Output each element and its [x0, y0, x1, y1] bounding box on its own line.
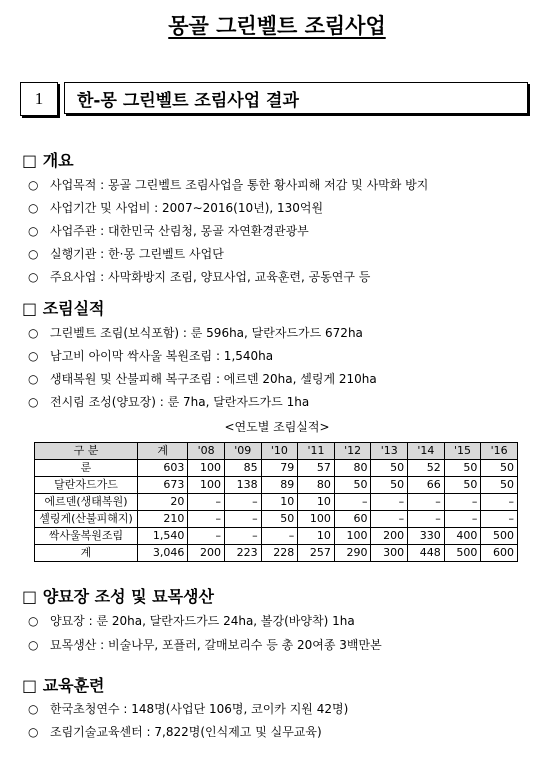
table-cell: 330: [408, 528, 445, 545]
table-cell: 50: [481, 460, 518, 477]
table-cell: 300: [371, 545, 408, 562]
table-cell: –: [188, 494, 225, 511]
yearly-planting-table: [34, 442, 518, 562]
nursery-item: ○ 묘목생산 : 비술나무, 포플러, 갈매보리수 등 총 20여종 3백만본: [28, 638, 382, 652]
table-cell: 50: [444, 477, 481, 494]
table-cell: 290: [334, 545, 371, 562]
overview-item: ○ 사업기간 및 사업비 : 2007∼2016(10년), 130억원: [28, 201, 324, 215]
overview-item: ○ 주요사업 : 사막화방지 조림, 양묘사업, 교육훈련, 공동연구 등: [28, 270, 371, 284]
table-cell: 57: [298, 460, 335, 477]
table-caption: <연도별 조림실적>: [224, 420, 330, 434]
table-row: [35, 494, 518, 511]
table-cell: –: [444, 494, 481, 511]
table-cell: 603: [138, 460, 188, 477]
table-cell: 50: [334, 477, 371, 494]
overview-item: ○ 사업목적 : 몽골 그린벨트 조림사업을 통한 황사피해 저감 및 사막화 방지: [28, 178, 429, 192]
table-cell: 계: [35, 545, 138, 562]
table-cell: 223: [224, 545, 261, 562]
table-row: [35, 528, 518, 545]
overview-heading: □ 개요: [22, 151, 74, 170]
table-cell: –: [444, 511, 481, 528]
table-cell: 500: [444, 545, 481, 562]
section-number-box: 1: [20, 82, 58, 116]
table-cell: 89: [261, 477, 298, 494]
overview-item: ○ 실행기관 : 한·몽 그린벨트 사업단: [28, 247, 224, 261]
table-cell: 달란자드가드: [35, 477, 138, 494]
table-total-row: [35, 545, 518, 562]
table-cell: 10: [261, 494, 298, 511]
table-cell: –: [224, 528, 261, 545]
table-cell: –: [224, 511, 261, 528]
table-cell: –: [261, 528, 298, 545]
table-row: [35, 511, 518, 528]
table-cell: 66: [408, 477, 445, 494]
table-cell: 50: [371, 477, 408, 494]
table-cell: 448: [408, 545, 445, 562]
table-header-cell: 계: [138, 443, 188, 460]
table-header-cell: 구 분: [35, 443, 138, 460]
table-cell: 500: [481, 528, 518, 545]
table-cell: –: [371, 511, 408, 528]
table-cell: –: [188, 528, 225, 545]
table-cell: 80: [298, 477, 335, 494]
table-cell: 85: [224, 460, 261, 477]
table-header-cell: '11: [298, 443, 335, 460]
table-cell: –: [408, 511, 445, 528]
training-item: ○ 한국초청연수 : 148명(사업단 106명, 코이카 지원 42명): [28, 702, 349, 716]
table-cell: 52: [408, 460, 445, 477]
table-cell: –: [481, 494, 518, 511]
table-cell: 600: [481, 545, 518, 562]
table-header-row: [35, 443, 518, 460]
section-title-box: 한-몽 그린벨트 조림사업 결과: [64, 82, 528, 114]
results-item: ○ 그린벨트 조림(보식포함) : 룬 596ha, 달란자드가드 672ha: [28, 326, 363, 340]
table-cell: –: [481, 511, 518, 528]
table-cell: 100: [334, 528, 371, 545]
table-row: [35, 477, 518, 494]
table-header-cell: '12: [334, 443, 371, 460]
nursery-heading: □ 양묘장 조성 및 묘목생산: [22, 587, 214, 606]
table-cell: 100: [188, 460, 225, 477]
results-item: ○ 생태복원 및 산불피해 복구조림 : 에르덴 20ha, 셀링게 210ha: [28, 372, 377, 386]
table-cell: 에르덴(생태복원): [35, 494, 138, 511]
table-cell: –: [224, 494, 261, 511]
table-cell: –: [408, 494, 445, 511]
table-cell: 60: [334, 511, 371, 528]
training-item: ○ 조림기술교육센터 : 7,822명(인식제고 및 실무교육): [28, 725, 322, 739]
table-cell: 100: [298, 511, 335, 528]
table-header-cell: '16: [481, 443, 518, 460]
table-cell: –: [371, 494, 408, 511]
table-cell: 50: [261, 511, 298, 528]
table-cell: 257: [298, 545, 335, 562]
table-cell: 50: [371, 460, 408, 477]
page-title: 몽골 그린벨트 조림사업: [168, 14, 386, 38]
table-cell: 50: [481, 477, 518, 494]
table-header-cell: '13: [371, 443, 408, 460]
table-cell: 138: [224, 477, 261, 494]
table-cell: 200: [188, 545, 225, 562]
results-heading: □ 조림실적: [22, 299, 105, 318]
training-heading: □ 교육훈련: [22, 676, 105, 695]
table-header-cell: '15: [444, 443, 481, 460]
overview-item: ○ 사업주관 : 대한민국 산림청, 몽골 자연환경관광부: [28, 224, 309, 238]
table-header-cell: '09: [224, 443, 261, 460]
table-cell: 400: [444, 528, 481, 545]
table-cell: 50: [444, 460, 481, 477]
table-cell: 79: [261, 460, 298, 477]
table-cell: 100: [188, 477, 225, 494]
table-header-cell: '14: [408, 443, 445, 460]
table-cell: 싹사울복원조림: [35, 528, 138, 545]
table-cell: 200: [371, 528, 408, 545]
table-cell: 210: [138, 511, 188, 528]
table-header-cell: '08: [188, 443, 225, 460]
table-row: [35, 460, 518, 477]
table-cell: 룬: [35, 460, 138, 477]
nursery-item: ○ 양묘장 : 룬 20ha, 달란자드가드 24ha, 볼강(바양착) 1ha: [28, 614, 355, 628]
table-cell: 228: [261, 545, 298, 562]
table-cell: 셀링게(산불피해지): [35, 511, 138, 528]
table-cell: 673: [138, 477, 188, 494]
table-cell: 20: [138, 494, 188, 511]
table-cell: 10: [298, 494, 335, 511]
results-item: ○ 남고비 아이막 싹사울 복원조림 : 1,540ha: [28, 349, 274, 363]
table-header-cell: '10: [261, 443, 298, 460]
table-cell: –: [188, 511, 225, 528]
results-item: ○ 전시림 조성(양묘장) : 룬 7ha, 달란자드가드 1ha: [28, 395, 310, 409]
table-cell: 10: [298, 528, 335, 545]
table-cell: 1,540: [138, 528, 188, 545]
table-cell: 3,046: [138, 545, 188, 562]
table-cell: 80: [334, 460, 371, 477]
table-cell: –: [334, 494, 371, 511]
